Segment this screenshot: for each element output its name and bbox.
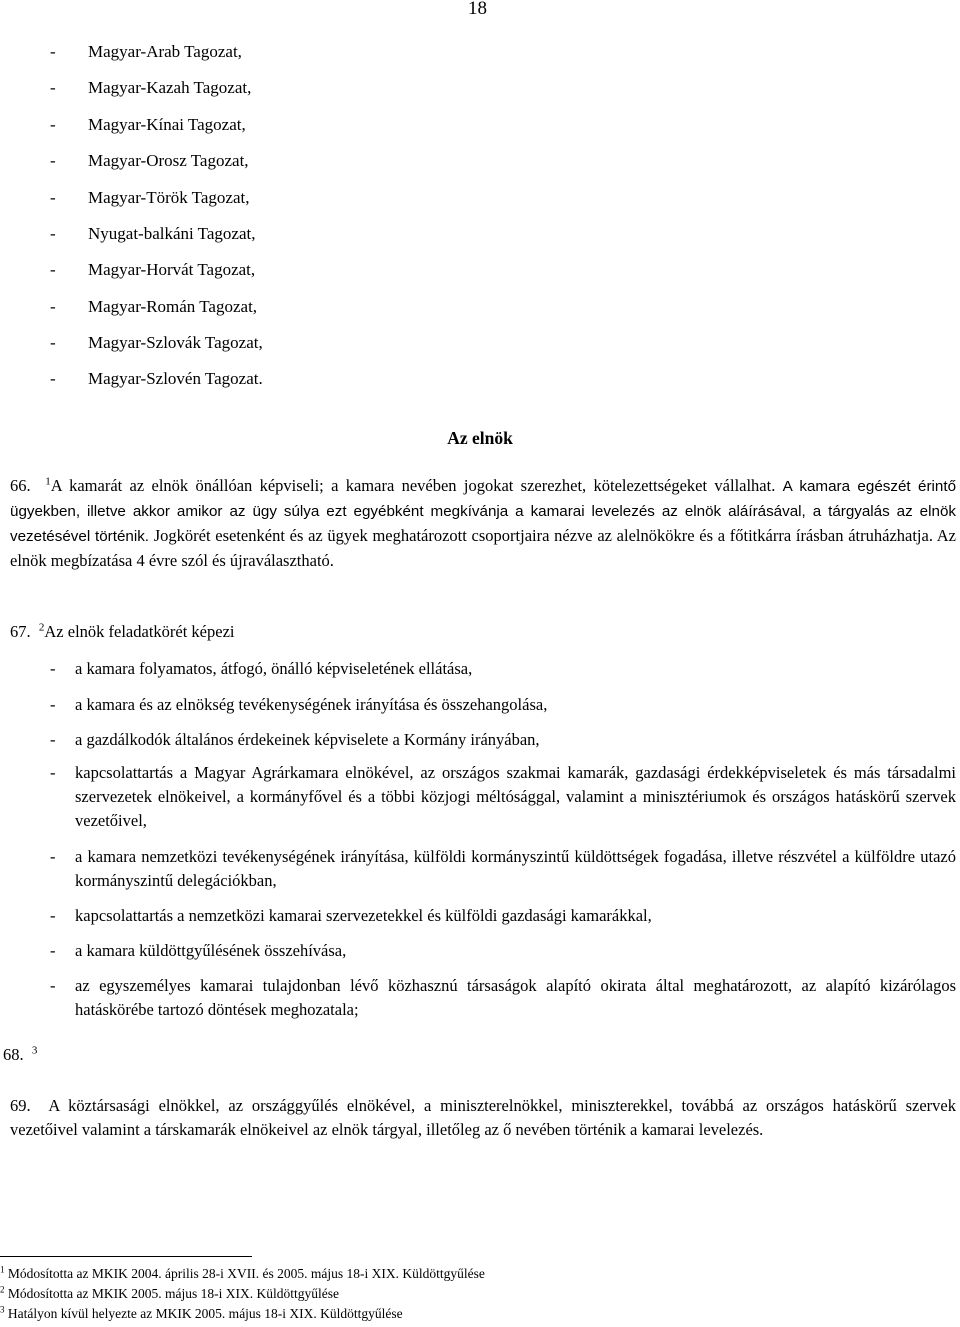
paragraph-text: A köztársasági elnökkel, az országgyűlés elnökével, a miniszterelnökkel, miniszterekkel, továbbá az országos hatáskörű szervek vezetőivel valamint a társkamarák elnökeivel az elnök tárgyal, illetőleg az ő nevében történik a kamarai levelezés. <box>10 1096 956 1139</box>
list-item: - Magyar-Kínai Tagozat, <box>50 115 246 134</box>
section-heading: Az elnök <box>447 428 513 448</box>
paragraph-number: 69. <box>10 1096 31 1115</box>
list-item: - Nyugat-balkáni Tagozat, <box>50 224 256 243</box>
list-item: - a kamara küldöttgyűlésének összehívása, <box>50 941 347 960</box>
paragraph-text: Jogkörét esetenként és az ügyek meghatározott csoportjaira nézve az alelnökökre és a főtitkárra írásban átruházhatja. Az elnök megbízatása 4 évre szól és újraválasztható. <box>10 526 956 570</box>
list-item: - a gazdálkodók általános érdekeinek képviselete a Kormány irányában, <box>50 730 540 749</box>
footnote-ref: 2 <box>38 621 45 634</box>
list-item: - kapcsolattartás a Magyar Agrárkamara elnökével, az országos szakmai kamarák, gazdasági érdekképviseletek és más társadalmi szervezetek elnökeivel, a kormányfővel és a többi közjogi méltósággal, valamint a minisztériumok és országos hatáskörű szervek vezetőivel, <box>50 763 956 830</box>
list-item: - Magyar-Kazah Tagozat, <box>50 78 252 97</box>
footnote: $^1$ Módosította az MKIK 2004. április 28-i XVII. és 2005. május 18-i XIX. Küldöttgyűlése <box>0 1264 485 1281</box>
paragraph-69 <box>10 1094 956 1142</box>
footnote-ref: 1 <box>45 475 51 488</box>
list-item: - az egyszemélyes kamarai tulajdonban lévő közhasznú társaságok alapító okirata által meghatározott, az alapító kizárólagos hatáskörébe tartozó döntések meghozatala; <box>50 976 956 1019</box>
list-item: - Magyar-Szlovén Tagozat. <box>50 369 263 388</box>
paragraph-68 <box>3 1043 203 1067</box>
page-number: 18 <box>468 0 487 19</box>
list-item: - Magyar-Román Tagozat, <box>50 297 258 316</box>
list-item: - Magyar-Orosz Tagozat, <box>50 151 249 170</box>
list-item: - Magyar-Török Tagozat, <box>50 188 250 207</box>
paragraph-66 <box>10 474 956 573</box>
paragraph-text-sans: A kamara egészét érintő ügyekben, illetve akkor amikor az ügy súlya ezt egyébként megkívánja a kamarai levelezés az elnök aláírásával, a tárgyalás az elnök vezetésével történik. <box>10 478 957 545</box>
list-item: - a kamara és az elnökség tevékenységének irányítása és összehangolása, <box>50 695 548 714</box>
footnote: $^3$ Hatályon kívül helyezte az MKIK 2005. május 18-i XIX. Küldöttgyűlése <box>0 1304 403 1321</box>
footnote-separator <box>0 1256 252 1257</box>
paragraph-number: 68. <box>3 1045 24 1064</box>
paragraph-67-intro: 67. $^2$Az elnök feladatkörét képezi <box>10 621 235 641</box>
paragraph-number: 66. <box>10 476 31 495</box>
list-item: - a kamara folyamatos, átfogó, önálló képviseletének ellátása, <box>50 659 473 678</box>
footnote-ref: 3 <box>31 1044 38 1057</box>
list-item: - Magyar-Szlovák Tagozat, <box>50 333 263 352</box>
list-item: - Magyar-Arab Tagozat, <box>50 42 242 61</box>
list-item: - a kamara nemzetközi tevékenységének irányítása, külföldi kormányszintű küldöttségek fogadása, illetve részvétel a külföldre utazó kormányszintű delegációkban, <box>50 847 956 890</box>
list-item: - kapcsolattartás a nemzetközi kamarai szervezetekkel és külföldi gazdasági kamarákkal, <box>50 906 652 925</box>
paragraph-text: A kamarát az elnök önállóan képviseli; a kamara nevében jogokat szerezhet, kötelezettségeket vállalhat. <box>50 476 776 495</box>
paragraph-number: 67. <box>10 622 31 641</box>
footnote: $^2$ Módosította az MKIK 2005. május 18-i XIX. Küldöttgyűlése <box>0 1284 339 1301</box>
list-item: - Magyar-Horvát Tagozat, <box>50 260 256 279</box>
